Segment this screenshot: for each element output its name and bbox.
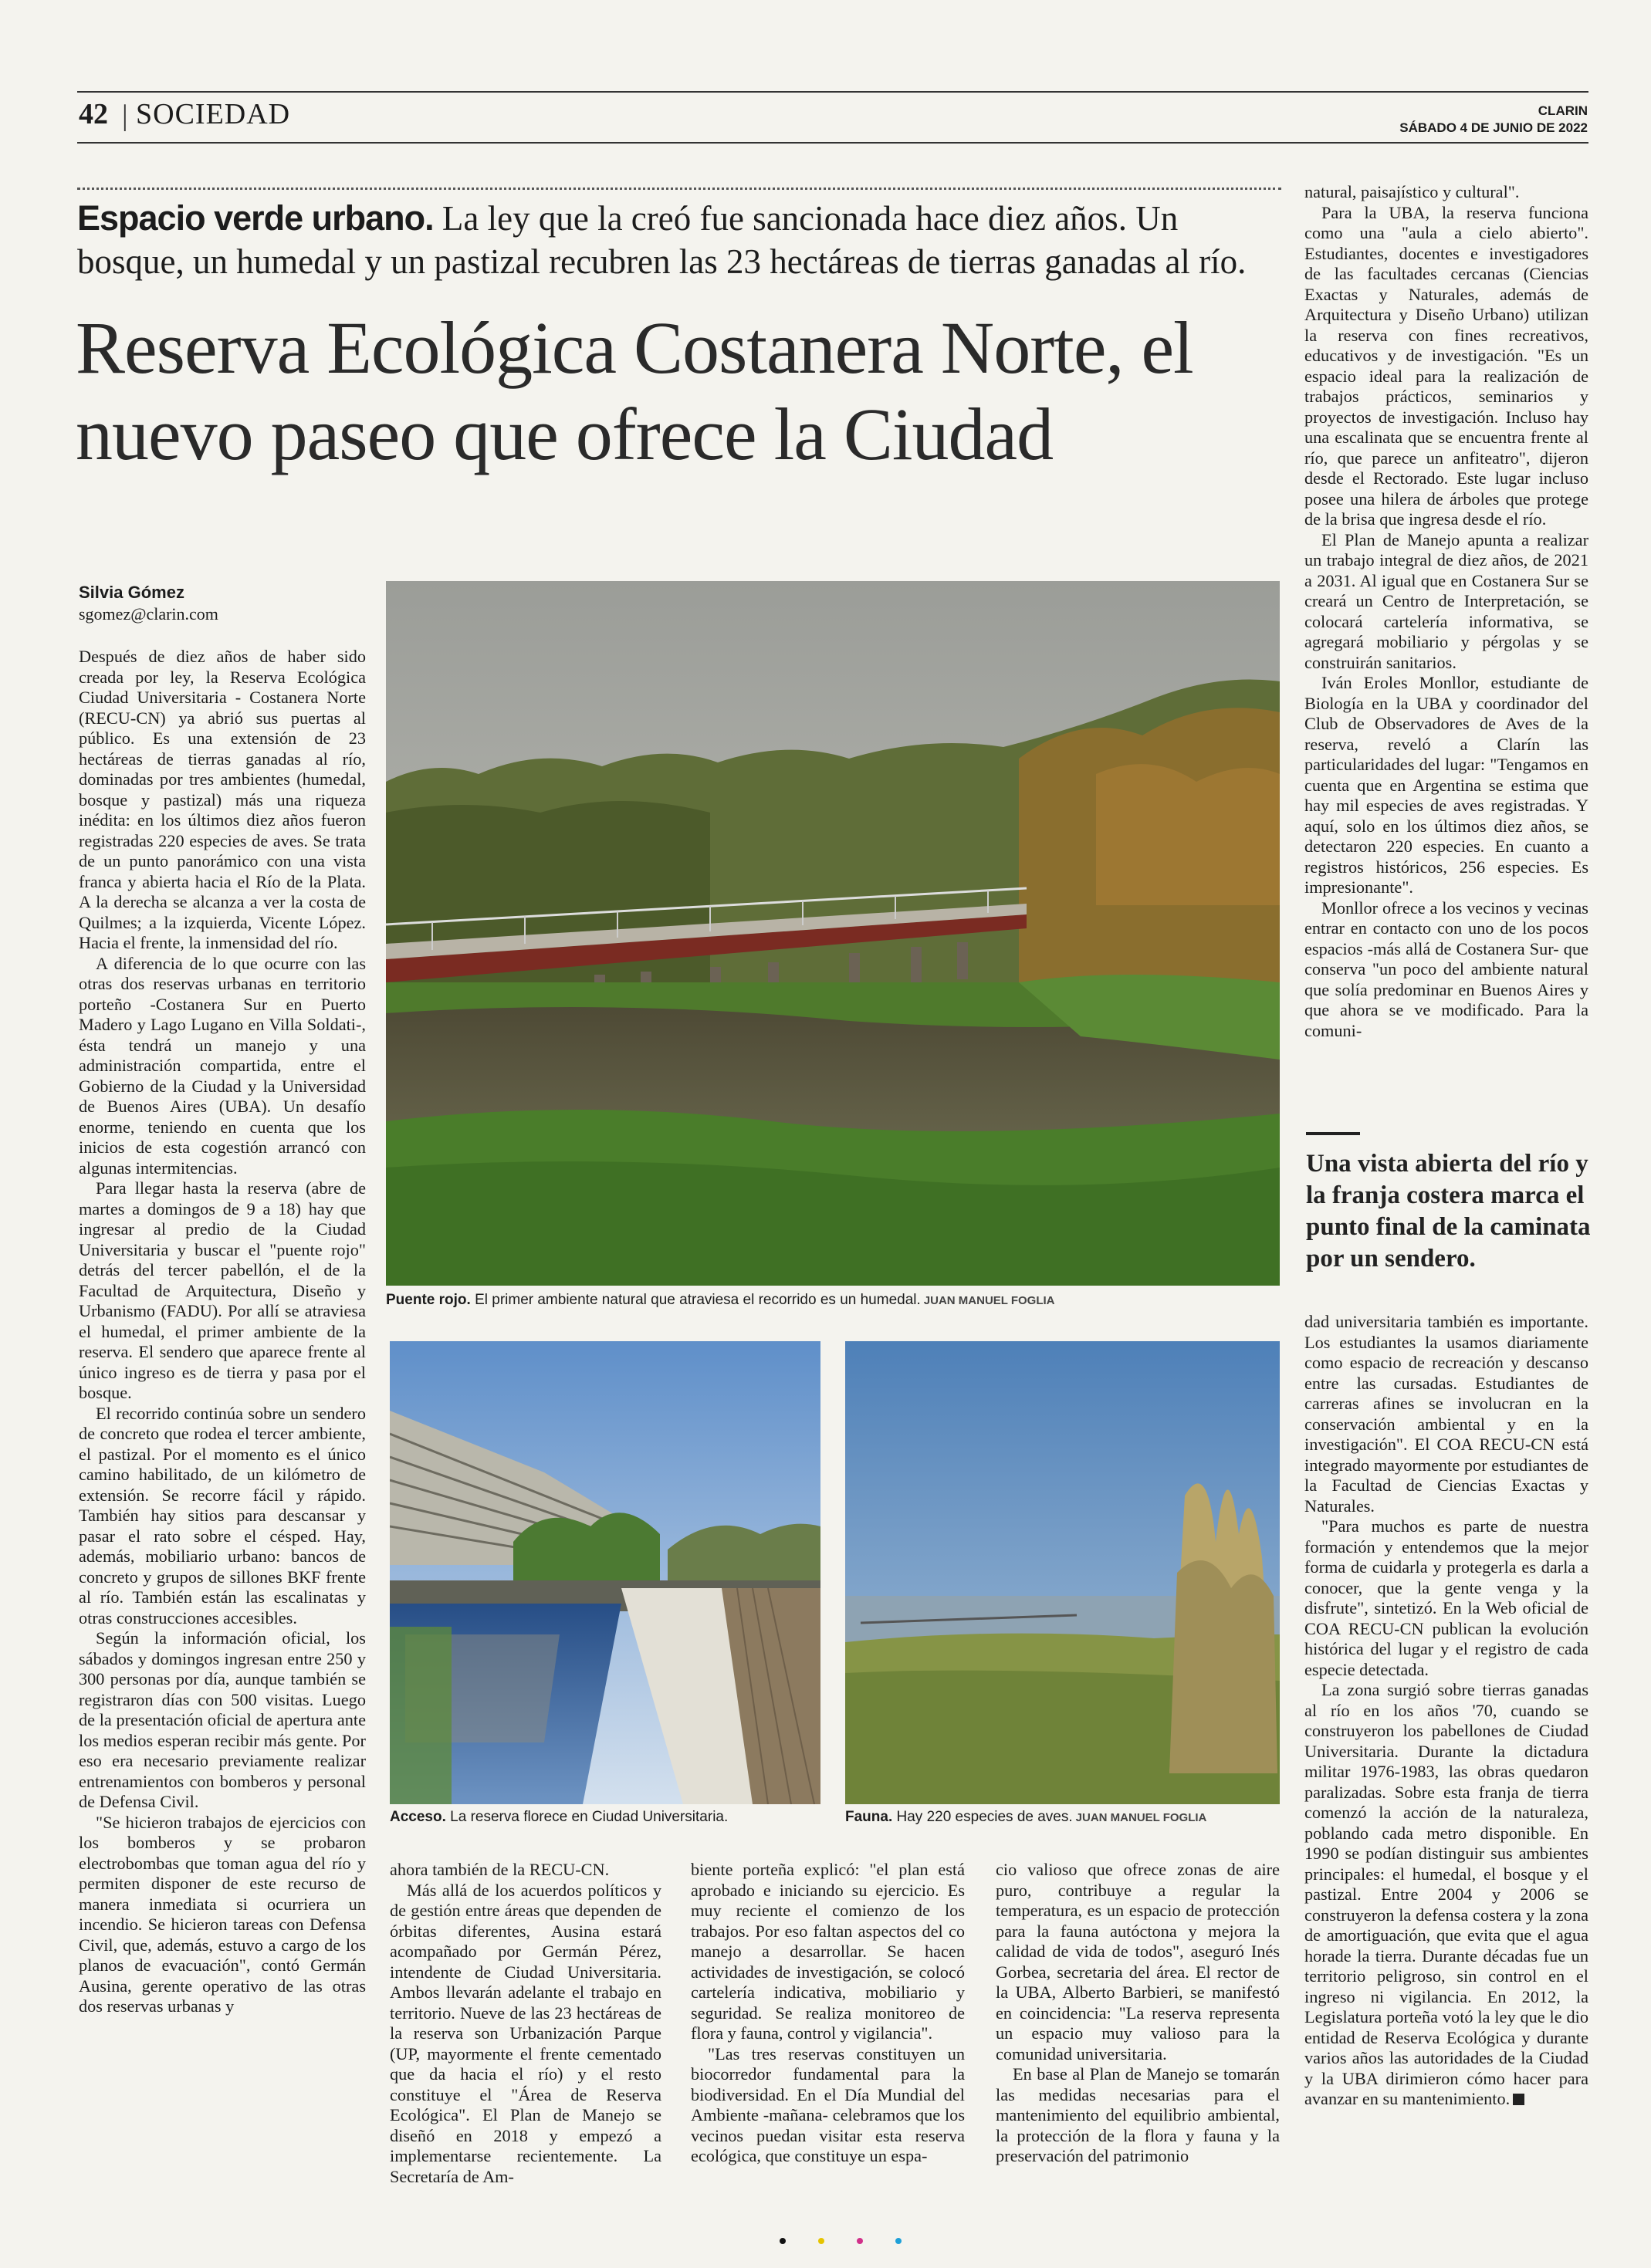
headline: Reserva Ecológica Costanera Norte, el nuevo paseo que ofrece la Ciudad: [76, 306, 1193, 475]
article-column-4: [996, 1860, 1280, 2167]
paragraph-text: La zona surgió sobre tierras ganadas al río en los años '70, cuando se construyeron los pabellones de Ciudad Universitaria. Durante la dictadura militar 1976-1983, las obras quedaron paralizadas. Sobre esta franja de tierra comenzó la acción de la naturaleza, poblando cada metro disponible. En 1990 se podían distinguir sus ambientes principales: el humedal, el bosque y el pastizal. Entre 2004 y 2006 se construyeron la defensa costera y la zona de amortiguación, que evita que el agua horade la tierra. Durante décadas fue un territorio peligroso, sin control en el ingreso ni vigilancia. En 2012, la Legislatura porteña votó la ley que le dio entidad de Reserva Ecológica y durante varios años las autoridades de la Ciudad y la UBA dirimieron cómo hacer para avanzar en su mantenimiento.: [1304, 1680, 1588, 2108]
paragraph: Para la UBA, la reserva funciona como una "aula a cielo abierto". Estudiantes, docentes e investigadores de las facultades cercanas (Ciencias Exactas y Naturales, además de Arquitectura y Diseño Urbano) utilizan la reserva con fines recreativos, educativos y de investigación. "Es un espacio ideal para la realización de trabajos prácticos, seminarios y proyectos de investigación. Incluso hay una escalinata que se encuentra frente al río, que parece un anfiteatro", dijeron desde el Rectorado. Este lugar incluso posee una hilera de árboles que protege de la brisa que ingresa desde el río.: [1304, 202, 1588, 529]
paragraph: Más allá de los acuerdos políticos y de gestión entre áreas que dependen de órbitas diferentes, Ausina estará acompañado por Germán Pérez, intendente de Ciudad Universitaria. Ambos llevarán adelante el trabajo en territorio. Nueve de las 23 hectáreas de la reserva son Urbanización Parque (UP, mayormente el frente cementado que da hacia el río) y el resto constituye el "Área de Reserva Ecológica". El Plan de Manejo se diseñó en 2018 y empezó a implementarse recientemente. La Secretaría de Am-: [390, 1880, 661, 2186]
kicker-text: La ley que la creó fue sancionada hace diez años. Un bosque, un humedal y un pastizal recubren las 23 hectáreas de tierras ganadas al río.: [77, 199, 1247, 281]
kicker-dotted-rule: [77, 188, 1281, 190]
kicker-lead: Espacio verde urbano.: [77, 198, 434, 238]
pull-quote: Una vista abierta del río y la franja costera marca el punto final de la caminata por un sendero.: [1306, 1150, 1591, 1273]
paragraph: biente porteña explicó: "el plan está aprobado e iniciando su ejercicio. Es muy reciente el comienzo de los trabajos. Por eso faltan aspectos del co manejo a desarrollar. Se hacen actividades de investigación, se colocó cartelería indicativa, mobiliario y seguridad. Se realiza monitoreo de flora y fauna, control y vigilancia".: [691, 1860, 965, 2043]
registration-dot-black: [780, 2238, 786, 2244]
paragraph: Iván Eroles Monllor, estudiante de Biología en la UBA y coordinador del Club de Observadores de Aves de la reserva, reveló a Clarín las particularidades del lugar: "Tengamos en cuenta que en Argentina se estima que hay mil especies de aves registradas. Y aquí, solo en los últimos diez años, se detectaron 220 especies. En cuanto a registros históricos, 256 especies. Es impresionante".: [1304, 673, 1588, 897]
registration-dot-cyan: [895, 2238, 902, 2244]
top-rule: [77, 91, 1588, 93]
fauna-photo-caption: [845, 1809, 1281, 1826]
issue-date: SÁBADO 4 DE JUNIO DE 2022: [1399, 120, 1588, 135]
article-column-5-bottom: [1304, 1312, 1588, 2110]
fauna-photo: [845, 1341, 1280, 1804]
byline-author: Silvia Gómez: [79, 583, 184, 602]
main-caption-credit: JUAN MANUEL FOGLIA: [923, 1294, 1055, 1307]
access-photo-caption: [390, 1809, 822, 1826]
main-photo-bridge: [386, 581, 1280, 1286]
article-column-1: [79, 647, 366, 2198]
paragraph: Después de diez años de haber sido creada por ley, la Reserva Ecológica Ciudad Universitaria - Costanera Norte (RECU-CN) ya abrió sus puertas al público. Es una extensión de 23 hectáreas de tierras ganadas al río, dominadas por tres ambientes (humedal, bosque y pastizal) más una riqueza inédita: en los últimos diez años fueron registradas 220 especies de aves. Se trata de un punto panorámico con una vista franca y abierta hacia el Río de la Plata. A la derecha se alcanza a ver la costa de Quilmes; a la izquierda, Vicente López. Hacia el frente, la inmensidad del río.: [79, 647, 366, 952]
paragraph: natural, paisajístico y cultural".: [1304, 182, 1520, 201]
paragraph: ahora también de la RECU-CN.: [390, 1860, 610, 1879]
fauna-caption-lead: Fauna.: [845, 1809, 893, 1825]
paragraph: [1304, 1680, 1588, 2110]
page-number: 42: [79, 98, 108, 130]
article-column-2: [390, 1860, 661, 2187]
main-caption-lead: Puente rojo.: [386, 1292, 471, 1308]
article-column-3: [691, 1860, 965, 2167]
byline-email: sgomez@clarin.com: [79, 604, 218, 624]
fauna-caption-text: Hay 220 especies de aves.: [892, 1809, 1073, 1825]
main-photo-caption: [386, 1292, 1281, 1309]
access-photo: [390, 1341, 820, 1804]
newspaper-name: CLARIN: [1538, 103, 1588, 118]
paragraph: "Las tres reservas constituyen un biocorredor fundamental para la biodiversidad. En el Día Mundial del Ambiente -mañana- celebramos que los vecinos puedan visitar esta reserva ecológica, que constituye un espa-: [691, 2043, 965, 2165]
registration-dot-magenta: [857, 2238, 863, 2244]
section-name: SOCIEDAD: [136, 98, 291, 130]
article-column-5-top: [1304, 182, 1588, 1116]
paragraph: Monllor ofrece a los vecinos y vecinas entrar en contacto con uno de los pocos espacios -más allá de Costanera Sur- que conserva "un poco del ambiente natural que solía predominar en Buenos Aires y que ahora se ve modificado. Para la comuni-: [1304, 897, 1588, 1040]
fauna-caption-credit: JUAN MANUEL FOGLIA: [1075, 1811, 1207, 1824]
main-caption-text: El primer ambiente natural que atraviesa el recorrido es un humedal.: [470, 1292, 921, 1308]
paragraph: El recorrido continúa sobre un sendero de concreto que rodea el tercer ambiente, el pastizal. Por el momento es el único camino habilitado, de un kilómetro de extensión. Se recorre fácil y rápido. También hay sitios para descansar y pasar el rato sobre el césped. Hay, además, mobiliario urbano: bancos de concreto y grupos de sillones BKF frente al río. También están las escalinatas y otras construcciones accesibles.: [79, 1403, 366, 1627]
paragraph: Para llegar hasta la reserva (abre de martes a domingos de 9 a 18) hay que ingresar al predio de la Ciudad Universitaria y buscar el "puente rojo" detrás del tercer pabellón, el de la Facultad de Arquitectura, Diseño y Urbanismo (FADU). Por allí se atraviesa el humedal, el primer ambiente de la reserva. El sendero que aparece frente al único ingreso es de tierra y pasa por el bosque.: [79, 1178, 366, 1402]
paragraph: "Para muchos es parte de nuestra formación y entendemos que la mejor forma de cuidarla y protegerla es darla a conocer, que la gente venga y la disfrute", sintetizó. En la Web oficial de COA RECU-CN publican la evolución histórica del lugar y el registro de cada especie detectada.: [1304, 1516, 1588, 1679]
paragraph: El Plan de Manejo apunta a realizar un trabajo integral de diez años, de 2021 a 2031. Al igual que en Costanera Sur se creará un Centro de Interpretación, se colocará cartelería informativa, se agregará mobiliario y pérgolas y se construirán sanitarios.: [1304, 529, 1588, 672]
access-caption-lead: Acceso.: [390, 1809, 446, 1825]
paragraph: cio valioso que ofrece zonas de aire puro, contribuye a regular la temperatura, es un espacio de protección para la fauna autóctona y mejora la calidad de vida de todos", aseguró Inés Gorbea, secretaria del área. El rector de la UBA, Alberto Barbieri, se manifestó en coincidencia: "La reserva representa un espacio muy valioso para la comunidad universitaria.: [996, 1860, 1280, 2064]
access-caption-text: La reserva florece en Ciudad Universitaria.: [445, 1809, 729, 1825]
header-separator: |: [122, 100, 128, 132]
paragraph: dad universitaria también es importante. Los estudiantes la usamos diariamente como espacio de recreación y descanso entre las cursadas. Estudiantes de carreras afines se involucran en la conservación ambiental y en la investigación". El COA RECU-CN está integrado mayormente por estudiantes de la Facultad de Ciencias Exactas y Naturales.: [1304, 1312, 1588, 1516]
registration-dot-yellow: [818, 2238, 824, 2244]
paragraph: En base al Plan de Manejo se tomarán las medidas necesarias para el mantenimiento del equilibrio ambiental, la protección de la flora y fauna y la preservación del patrimonio: [996, 2064, 1280, 2165]
paragraph: Según la información oficial, los sábados y domingos ingresan entre 250 y 300 personas por día, aunque también se registraron días con 500 visitas. Luego de la presentación oficial de apertura ante los medios esperan recibir más gente. Por eso era necesario previamente realizar entrenamientos con bomberos y personal de Defensa Civil.: [79, 1628, 366, 1811]
end-of-article-mark: [1513, 2094, 1524, 2105]
kicker: [77, 197, 1281, 283]
paragraph: "Se hicieron trabajos de ejercicios con los bomberos y se probaron electrobombas que toman agua del río y permiten disponer de este recurso de manera inmediata si ocurriera un incendio. Se hicieron tareas con Defensa Civil, que, además, estuvo a cargo de los planos de evacuación", contó Germán Ausina, gerente operativo de las otras dos reservas urbanas y: [79, 1812, 366, 2016]
paragraph: A diferencia de lo que ocurre con las otras dos reservas urbanas en territorio porteño -Costanera Sur en Puerto Madero y Lago Lugano en Villa Soldati-, ésta tendrá un manejo y una administración compartida, entre el Gobierno de la Ciudad y la Universidad de Buenos Aires (UBA). Un desafío enorme, teniendo en cuenta que los inicios de esta cogestión arrancó con algunas intermitencias.: [79, 953, 366, 1178]
header-rule: [77, 142, 1588, 144]
pull-quote-rule: [1306, 1132, 1360, 1135]
